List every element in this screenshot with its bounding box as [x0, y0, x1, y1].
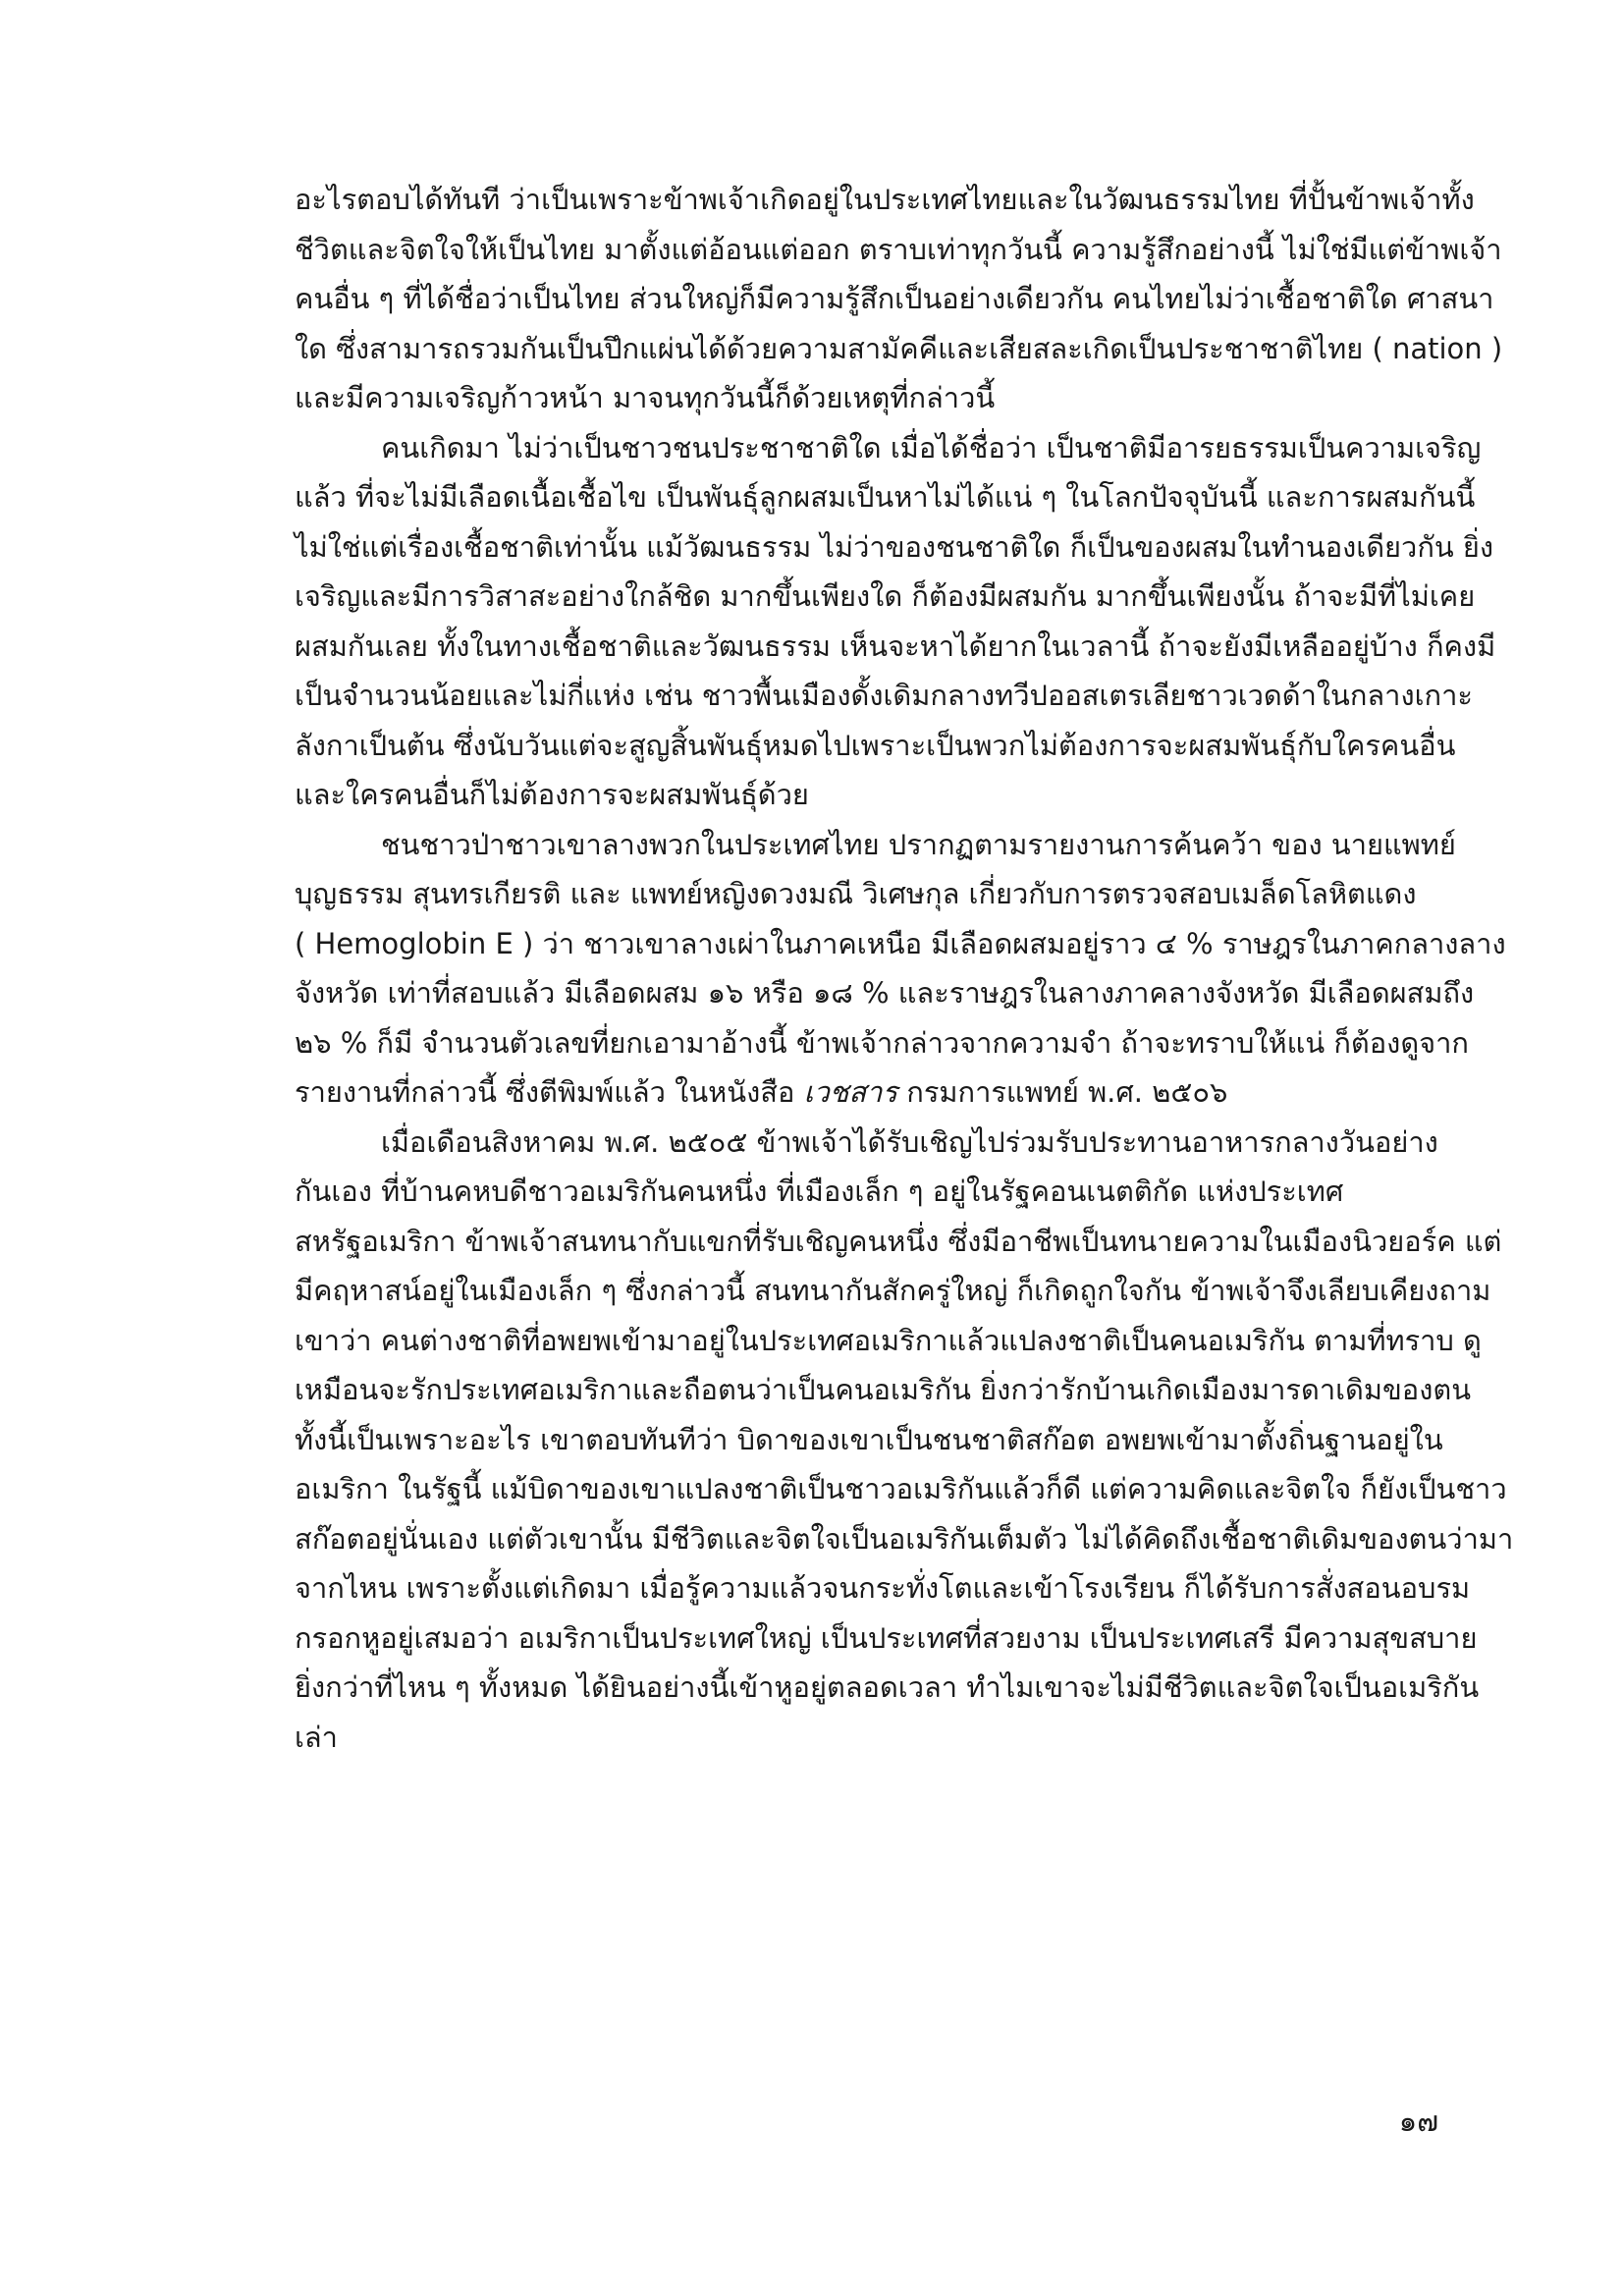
- text-line: [295, 1067, 1434, 1118]
- text-line: ไม่ใช่แต่เรื่องเชื้อชาติเท่านั้น แม้วัฒนธรรม ไม่ว่าของชนชาติใด ก็เป็นของผสมในทำนองเดียวกัน ยิ่ง: [295, 529, 1494, 564]
- text-line: แล้ว ที่จะไม่มีเลือดเนื้อเชื้อไข เป็นพันธุ์ลูกผสมเป็นหาไม่ได้แน่ ๆ ในโลกปัจจุบันนี้ และการผสมกันนี้: [295, 480, 1476, 514]
- text-line: ลังกาเป็นต้น ซึ่งนับวันแต่จะสูญสิ้นพันธุ์หมดไปเพราะเป็นพวกไม่ต้องการจะผสมพันธุ์กับใครคนอื่น: [295, 728, 1456, 762]
- text-line: จากไหน เพราะตั้งแต่เกิดมา เมื่อรู้ความแล้วจนกระทั่งโตและเข้าโรงเรียน ก็ได้รับการสั่งสอนอบรม: [295, 1571, 1471, 1605]
- text-line: จังหวัด เท่าที่สอบแล้ว มีเลือดผสม ๑๖ หรือ ๑๘ % และราษฎรในลางภาคลางจังหวัด มีเลือดผสมถึง: [295, 976, 1475, 1010]
- text-line: ใด ซึ่งสามารถรวมกันเป็นปึกแผ่นได้ด้วยความสามัคคีและเสียสละเกิดเป็นประชาชาติไทย ( nation ): [295, 331, 1503, 365]
- text-line: เป็นจำนวนน้อยและไม่กี่แห่ง เช่น ชาวพื้นเมืองดั้งเดิมกลางทวีปออสเตรเลียชาวเวดด้าในกลางเกาะ: [295, 679, 1473, 712]
- text-line: ( Hemoglobin E ) ว่า ชาวเขาลางเผ่าในภาคเหนือ มีเลือดผสมอยู่ราว ๔ % ราษฎรในภาคกลางลาง: [295, 926, 1506, 960]
- text-line: สหรัฐอเมริกา ข้าพเจ้าสนทนากับแขกที่รับเชิญคนหนึ่ง ซึ่งมีอาชีพเป็นทนายความในเมืองนิวยอร์ค แต่: [295, 1224, 1502, 1258]
- text-segment: รายงานที่กล่าวนี้ ซึ่งตีพิมพ์แล้ว ในหนังสือ: [295, 1075, 804, 1109]
- text-line: และมีความเจริญก้าวหน้า มาจนทุกวันนี้ก็ด้วยเหตุที่กล่าวนี้: [295, 381, 996, 414]
- text-line: บุญธรรม สุนทรเกียรติ และ แพทย์หญิงดวงมณี วิเศษกุล เกี่ยวกับการตรวจสอบเมล็ดโลหิตแดง: [295, 877, 1417, 910]
- text-line: คนเกิดมา ไม่ว่าเป็นชาวชนประชาชาติใด เมื่อได้ชื่อว่า เป็นชาติมีอารยธรรมเป็นความเจริญ: [381, 430, 1482, 465]
- text-line: กรอกหูอยู่เสมอว่า อเมริกาเป็นประเทศใหญ่ เป็นประเทศที่สวยงาม เป็นประเทศเสรี มีความสุขสบาย: [295, 1620, 1478, 1655]
- text-line: กันเอง ที่บ้านคหบดีชาวอเมริกันคนหนึ่ง ที่เมืองเล็ก ๆ อยู่ในรัฐคอนเนตติกัด แห่งประเทศ: [295, 1175, 1344, 1208]
- text-line: สก๊อตอยู่นั่นเอง แต่ตัวเขานั้น มีชีวิตและจิตใจเป็นอเมริกันเต็มตัว ไม่ได้คิดถึงเชื้อชาติเดิมของตนว่ามา: [295, 1521, 1514, 1556]
- text-line: เมื่อเดือนสิงหาคม พ.ศ. ๒๕๐๕ ข้าพเจ้าได้รับเชิญไปร่วมรับประทานอาหารกลางวันอย่าง: [381, 1124, 1438, 1159]
- text-line: และใครคนอื่นก็ไม่ต้องการจะผสมพันธุ์ด้วย: [295, 778, 809, 811]
- text-line: คนอื่น ๆ ที่ได้ชื่อว่าเป็นไทย ส่วนใหญ่ก็มีความรู้สึกเป็นอย่างเดียวกัน คนไทยไม่ว่าเชื้อชาติใด ศาสนา: [295, 282, 1494, 315]
- text-line: เขาว่า คนต่างชาติที่อพยพเข้ามาอยู่ในประเทศอเมริกาแล้วแปลงชาติเป็นคนอเมริกัน ตามที่ทราบ ดู: [295, 1323, 1482, 1357]
- text-line: ชีวิตและจิตใจให้เป็นไทย มาตั้งแต่อ้อนแต่ออก ตราบเท่าทุกวันนี้ ความรู้สึกอย่างนี้ ไม่ใช่มีแต่ข้าพเจ้า: [295, 232, 1502, 266]
- text-line: ทั้งนี้เป็นเพราะอะไร เขาตอบทันทีว่า บิดาของเขาเป็นชนชาติสก๊อต อพยพเข้ามาตั้งถิ่นฐานอยู่ใน: [295, 1422, 1443, 1456]
- text-line: เล่า: [295, 1720, 338, 1754]
- journal-title: เวชสาร: [803, 1075, 898, 1109]
- text-line: มีคฤหาสน์อยู่ในเมืองเล็ก ๆ ซึ่งกล่าวนี้ สนทนากันสักครู่ใหญ่ ก็เกิดถูกใจกัน ข้าพเจ้าจึงเลียบเคียงถาม: [295, 1274, 1491, 1307]
- text-line: ยิ่งกว่าที่ไหน ๆ ทั้งหมด ได้ยินอย่างนี้เข้าหูอยู่ตลอดเวลา ทำไมเขาจะไม่มีชีวิตและจิตใจเป็นอเมริกัน: [295, 1670, 1480, 1704]
- page-number: ๑๗: [1398, 2105, 1438, 2138]
- text-line: เจริญและมีการวิสาสะอย่างใกล้ชิด มากขึ้นเพียงใด ก็ต้องมีผสมกัน มากขึ้นเพียงนั้น ถ้าจะมีที่ไม่เคย: [295, 579, 1476, 613]
- text-line: ผสมกันเลย ทั้งในทางเชื้อชาติและวัฒนธรรม เห็นจะหาได้ยากในเวลานี้ ถ้าจะยังมีเหลืออยู่บ้าง ก็คงมี: [295, 629, 1496, 663]
- text-line: อเมริกา ในรัฐนี้ แม้บิดาของเขาแปลงชาติเป็นชาวอเมริกันแล้วก็ดี แต่ความคิดและจิตใจ ก็ยังเป็นชาว: [295, 1472, 1507, 1505]
- text-segment: กรมการแพทย์ พ.ศ. ๒๕๐๖: [897, 1075, 1228, 1109]
- body-text: [295, 175, 1514, 1762]
- text-line: ชนชาวป่าชาวเขาลางพวกในประเทศไทย ปรากฏตามรายงานการค้นคว้า ของ นายแพทย์: [381, 827, 1456, 861]
- text-line: อะไรตอบได้ทันที ว่าเป็นเพราะข้าพเจ้าเกิดอยู่ในประเทศไทยและในวัฒนธรรมไทย ที่ปั้นข้าพเจ้าทั้ง: [295, 183, 1475, 216]
- text-line: เหมือนจะรักประเทศอเมริกาและถือตนว่าเป็นคนอเมริกัน ยิ่งกว่ารักบ้านเกิดเมืองมารดาเดิมของตน: [295, 1373, 1472, 1406]
- text-line: ๒๖ % ก็มี จำนวนตัวเลขที่ยกเอามาอ้างนี้ ข้าพเจ้ากล่าวจากความจำ ถ้าจะทราบให้แน่ ก็ต้องดูจาก: [295, 1025, 1469, 1060]
